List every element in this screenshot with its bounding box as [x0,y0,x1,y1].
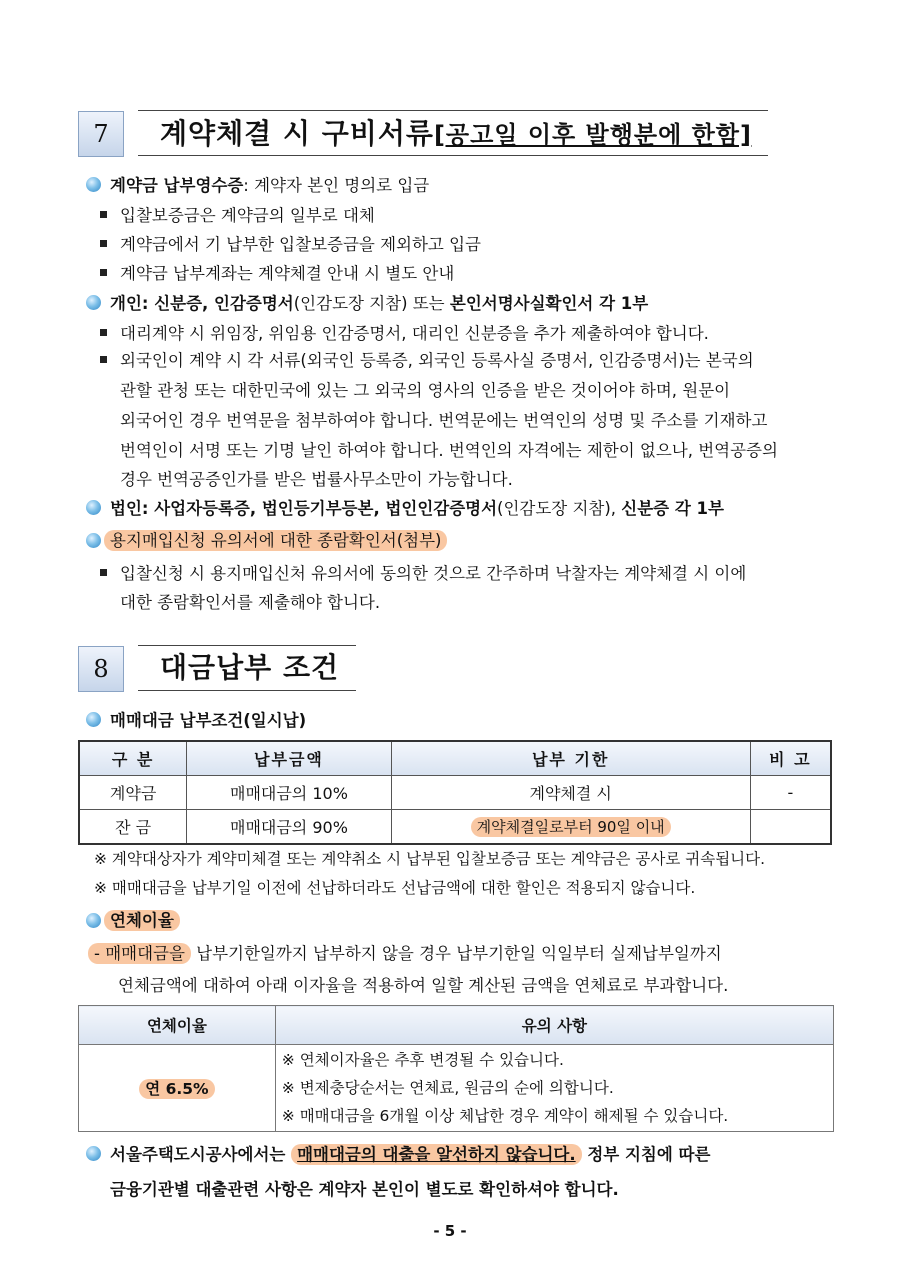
section-8-bottom-rule [138,690,356,691]
paragraph-line: 번역인이 서명 또는 기명 날인 하여야 합니다. 번역인의 자격에는 제한이 없으나, 번역공증의 [120,441,778,460]
item-individual-docs-a: 개인: 신분증, 인감증명서 [110,294,294,313]
loan-notice-line-1 [110,1141,710,1165]
item-late-interest [104,907,180,931]
payment-terms-table [78,740,832,845]
table-cell [391,810,750,845]
item-corporate-docs-c: 신분증 각 1부 [621,499,724,518]
note-line: ※ 연체이자율은 추후 변경될 수 있습니다. [281,1051,564,1069]
table-cell: - [750,776,831,810]
square-bullet-icon [100,569,107,576]
item-corporate-docs-b: (인감도장 지참), [497,499,622,518]
paragraph-line: 대한 종람확인서를 제출해야 합니다. [120,593,381,612]
table-header-cell: 비 고 [750,741,831,776]
item-individual-docs [110,290,648,314]
table-header-row [79,1006,834,1045]
loan-notice-c: 정부 지침에 따른 [581,1145,711,1164]
late-interest-line-2: 연체금액에 대하여 아래 이자율을 적용하여 일할 계산된 금액을 연체료로 부과합니다. [118,976,729,995]
section-7-title [160,117,752,152]
section-7-title-sub: [공고일 이후 발행분에 한함] [433,121,752,149]
late-interest-table [78,1005,834,1132]
item-payment-terms: 매매대금 납부조건(일시납) [110,711,307,730]
square-bullet-icon [100,240,107,247]
table-cell: 매매대금의 10% [187,776,391,810]
round-bullet-icon [86,295,101,310]
section-8-top-rule [138,645,356,646]
item-review-confirmation [104,527,447,551]
item-individual-docs-c: 본인서명사실확인서 각 1부 [449,294,649,313]
section-8-number: 8 [78,646,124,692]
item-deposit-receipt [110,172,429,196]
item-deposit-receipt-rest: : 계약자 본인 명의로 입금 [243,176,430,195]
table-header-cell: 납부 기한 [391,741,750,776]
table-header-cell: 연체이율 [79,1006,276,1045]
list-item: 계약금 납부계좌는 계약체결 안내 시 별도 안내 [120,264,455,283]
loan-notice-line-2: 금융기관별 대출관련 사항은 계약자 본인이 별도로 확인하셔야 합니다. [110,1180,619,1199]
list-item: 대리계약 시 위임장, 위임용 인감증명서, 대리인 신분증을 추가 제출하여야 합니다. [120,324,709,343]
table-row [79,810,831,845]
paragraph-line: 외국어인 경우 번역문을 첨부하여야 합니다. 번역문에는 번역인의 성명 및 주소를 기재하고 [120,411,768,430]
note-line: ※ 계약대상자가 계약미체결 또는 계약취소 시 납부된 입찰보증금 또는 계약금은 공사로 귀속됩니다. [94,850,766,868]
table-cell [750,810,831,845]
table-header-row [79,741,831,776]
table-cell: 매매대금의 90% [187,810,391,845]
section-7-number: 7 [78,111,124,157]
late-interest-line-1 [88,940,722,964]
note-line: ※ 매매대금을 6개월 이상 체납한 경우 계약이 해제될 수 있습니다. [281,1107,729,1125]
late-interest-highlight: - 매매대금을 [88,943,191,964]
section-8-title: 대금납부 조건 [160,651,340,684]
table-row [79,776,831,810]
item-late-interest-highlight: 연체이율 [104,910,180,931]
table-cell: 계약금 [79,776,187,810]
interest-rate-highlight: 연 6.5% [139,1079,214,1099]
note-line: ※ 변제충당순서는 연체료, 원금의 순에 의합니다. [281,1079,614,1097]
deadline-highlight: 계약체결일로부터 90일 이내 [471,817,671,837]
table-cell: 잔 금 [79,810,187,845]
round-bullet-icon [86,500,101,515]
page-number: - 5 - [433,1222,467,1240]
paragraph-line: 입찰신청 시 용지매입신처 유의서에 동의한 것으로 간주하며 낙찰자는 계약체결 시 이에 [120,564,747,583]
table-header-cell: 구 분 [79,741,187,776]
item-corporate-docs [110,495,724,519]
round-bullet-icon [86,1146,101,1161]
section-7-title-main: 계약체결 시 구비서류 [160,117,434,150]
square-bullet-icon [100,329,107,336]
paragraph-line: 외국인이 계약 시 각 서류(외국인 등록증, 외국인 등록사실 증명서, 인감증명서)는 본국의 [120,351,754,370]
loan-notice-highlight: 매매대금의 대출을 알선하지 않습니다. [291,1144,582,1165]
table-cell [275,1045,833,1132]
list-item: 입찰보증금은 계약금의 일부로 대체 [120,206,375,225]
round-bullet-icon [86,712,101,727]
section-7-top-rule [138,110,768,111]
item-review-confirmation-highlight: 용지매입신청 유의서에 대한 종람확인서(첨부) [104,530,447,551]
round-bullet-icon [86,533,101,548]
item-deposit-receipt-title: 계약금 납부영수증 [110,176,244,195]
paragraph-line: 관할 관청 또는 대한민국에 있는 그 외국의 영사의 인증을 받은 것이어야 하며, 원문이 [120,381,731,400]
table-cell [79,1045,276,1132]
item-individual-docs-b: (인감도장 지참) 또는 [293,294,450,313]
paragraph-line: 경우 번역공증인가를 받은 법률사무소만이 가능합니다. [120,470,513,489]
round-bullet-icon [86,913,101,928]
square-bullet-icon [100,356,107,363]
item-corporate-docs-a: 법인: 사업자등록증, 법인등기부등본, 법인인감증명서 [110,499,498,518]
square-bullet-icon [100,211,107,218]
late-interest-line-1-rest: 납부기한일까지 납부하지 않을 경우 납부기한일 익일부터 실제납부일까지 [190,944,722,963]
section-7-bottom-rule [138,155,768,156]
table-header-cell: 납부금액 [187,741,391,776]
table-cell: 계약체결 시 [391,776,750,810]
loan-notice-a: 서울주택도시공사에서는 [110,1145,286,1164]
square-bullet-icon [100,269,107,276]
round-bullet-icon [86,177,101,192]
note-line: ※ 매매대금을 납부기일 이전에 선납하더라도 선납금액에 대한 할인은 적용되지 않습니다. [94,879,696,897]
list-item: 계약금에서 기 납부한 입찰보증금을 제외하고 입금 [120,235,481,254]
table-row [79,1045,834,1132]
table-header-cell: 유의 사항 [275,1006,833,1045]
